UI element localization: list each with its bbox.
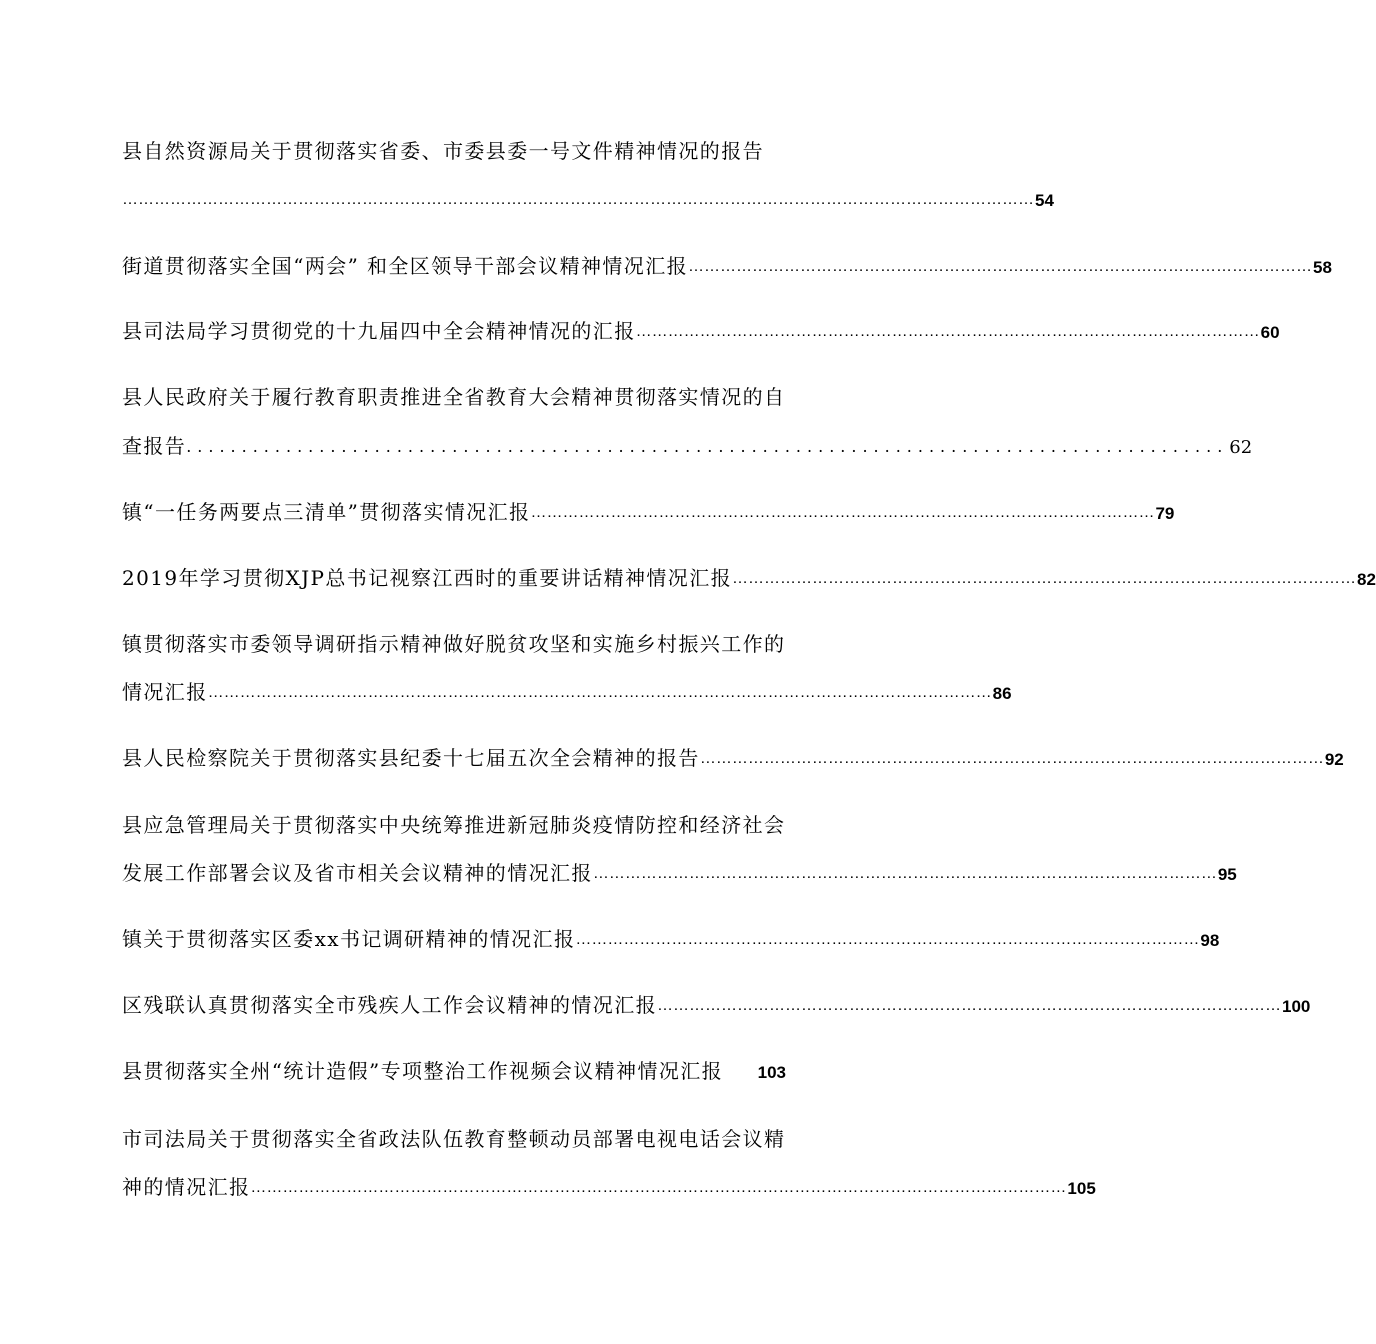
table-of-contents (122, 0, 1376, 1344)
page-number: 105 (1067, 1179, 1096, 1198)
toc-entry (122, 743, 1344, 773)
leader-dots: ………………………………………………………………………………………………………………………………… (207, 684, 992, 701)
page-number: 54 (1035, 191, 1054, 210)
page-number: 98 (1200, 931, 1220, 950)
leader-dots: ……………………………………………………………………………………………………… (635, 323, 1260, 340)
toc-entry-text: 县贯彻落实全州“统计造假”专项整治工作视频会议精神情况汇报 (122, 1059, 724, 1083)
leader-dots: ……………………………………………………………………………………………………… (657, 997, 1281, 1014)
toc-entry (122, 316, 1280, 346)
toc-entry (122, 497, 1175, 527)
toc-entry (122, 563, 1376, 593)
toc-entry-text: 2019年学习贯彻XJP总书记视察江西时的重要讲话精神情况汇报 (122, 566, 733, 590)
toc-entry-title (122, 1124, 838, 1154)
toc-entry-text: 情况汇报 (122, 680, 208, 704)
toc-entry-title (122, 810, 838, 840)
toc-entry-title (122, 382, 838, 412)
toc-entry-leader-line (122, 677, 1012, 707)
page-number: 100 (1282, 997, 1311, 1016)
toc-entry (122, 924, 1220, 954)
page-number: 103 (757, 1063, 786, 1082)
leader-dots: ……………………………………………………………………………………………………… (699, 750, 1324, 767)
toc-entry-text: 县人民政府关于履行教育职责推进全省教育大会精神贯彻落实情况的自 (122, 385, 786, 409)
toc-entry-text: 发展工作部署会议及省市相关会议精神的情况汇报 (122, 861, 593, 885)
toc-entry-text: 区残联认真贯彻落实全市残疾人工作会议精神的情况汇报 (122, 993, 657, 1017)
page-number: 82 (1357, 570, 1376, 589)
page-number: 92 (1324, 750, 1344, 769)
toc-entry-title (122, 136, 838, 166)
page-number: 60 (1260, 323, 1280, 342)
toc-entry-text: 县自然资源局关于贯彻落实省委、市委县委一号文件精神情况的报告 (122, 139, 764, 163)
toc-entry-leader-line (122, 1172, 1096, 1202)
toc-entry-text: 镇贯彻落实市委领导调研指示精神做好脱贫攻坚和实施乡村振兴工作的 (122, 632, 786, 656)
leader-dots: ……………………………………………………………………………………………………… (575, 931, 1200, 948)
toc-entry-title (122, 629, 838, 659)
leader-dots: ……………………………………………………………………………………………………………………………………… (250, 1179, 1067, 1196)
toc-entry-leader-line (122, 431, 1253, 461)
toc-entry (122, 1056, 786, 1086)
leader-dots: ……………………………………………………………………………………………………… (688, 258, 1313, 275)
toc-entry-text: 市司法局关于贯彻落实全省政法队伍教育整顿动员部署电视电话会议精 (122, 1127, 786, 1151)
toc-entry-text: 神的情况汇报 (122, 1175, 251, 1199)
leader-dots: .............................................................................................. (186, 437, 1229, 456)
toc-entry-text: 查报告 (122, 434, 187, 458)
page-number: 95 (1217, 865, 1237, 884)
toc-entry-text: 县应急管理局关于贯彻落实中央统筹推进新冠肺炎疫情防控和经济社会 (122, 813, 786, 837)
toc-entry-text: 街道贯彻落实全国“两会” 和全区领导干部会议精神情况汇报 (122, 254, 689, 278)
page-number: 58 (1313, 258, 1332, 277)
toc-entry-leader-line (122, 858, 1237, 888)
page-number: 86 (992, 684, 1012, 703)
page-number: 79 (1155, 504, 1175, 523)
page-number: 62 (1229, 437, 1253, 458)
toc-entry-text: 县司法局学习贯彻党的十九届四中全会精神情况的汇报 (122, 319, 636, 343)
toc-entry-text: 县人民检察院关于贯彻落实县纪委十七届五次全会精神的报告 (122, 746, 700, 770)
toc-entry-text: 镇关于贯彻落实区委xx书记调研精神的情况汇报 (122, 927, 576, 951)
toc-entry (122, 251, 1332, 281)
toc-entry-leader-line (122, 184, 1054, 214)
leader-dots: ……………………………………………………………………………………………………………………………………………………… (122, 191, 1034, 208)
leader-dots: ……………………………………………………………………………………………………… (530, 504, 1155, 521)
leader-dots: ……………………………………………………………………………………………………… (592, 865, 1217, 882)
toc-entry (122, 990, 1311, 1020)
leader-dots: ……………………………………………………………………………………………………… (732, 570, 1357, 587)
toc-entry-text: 镇“一任务两要点三清单”贯彻落实情况汇报 (122, 500, 531, 524)
